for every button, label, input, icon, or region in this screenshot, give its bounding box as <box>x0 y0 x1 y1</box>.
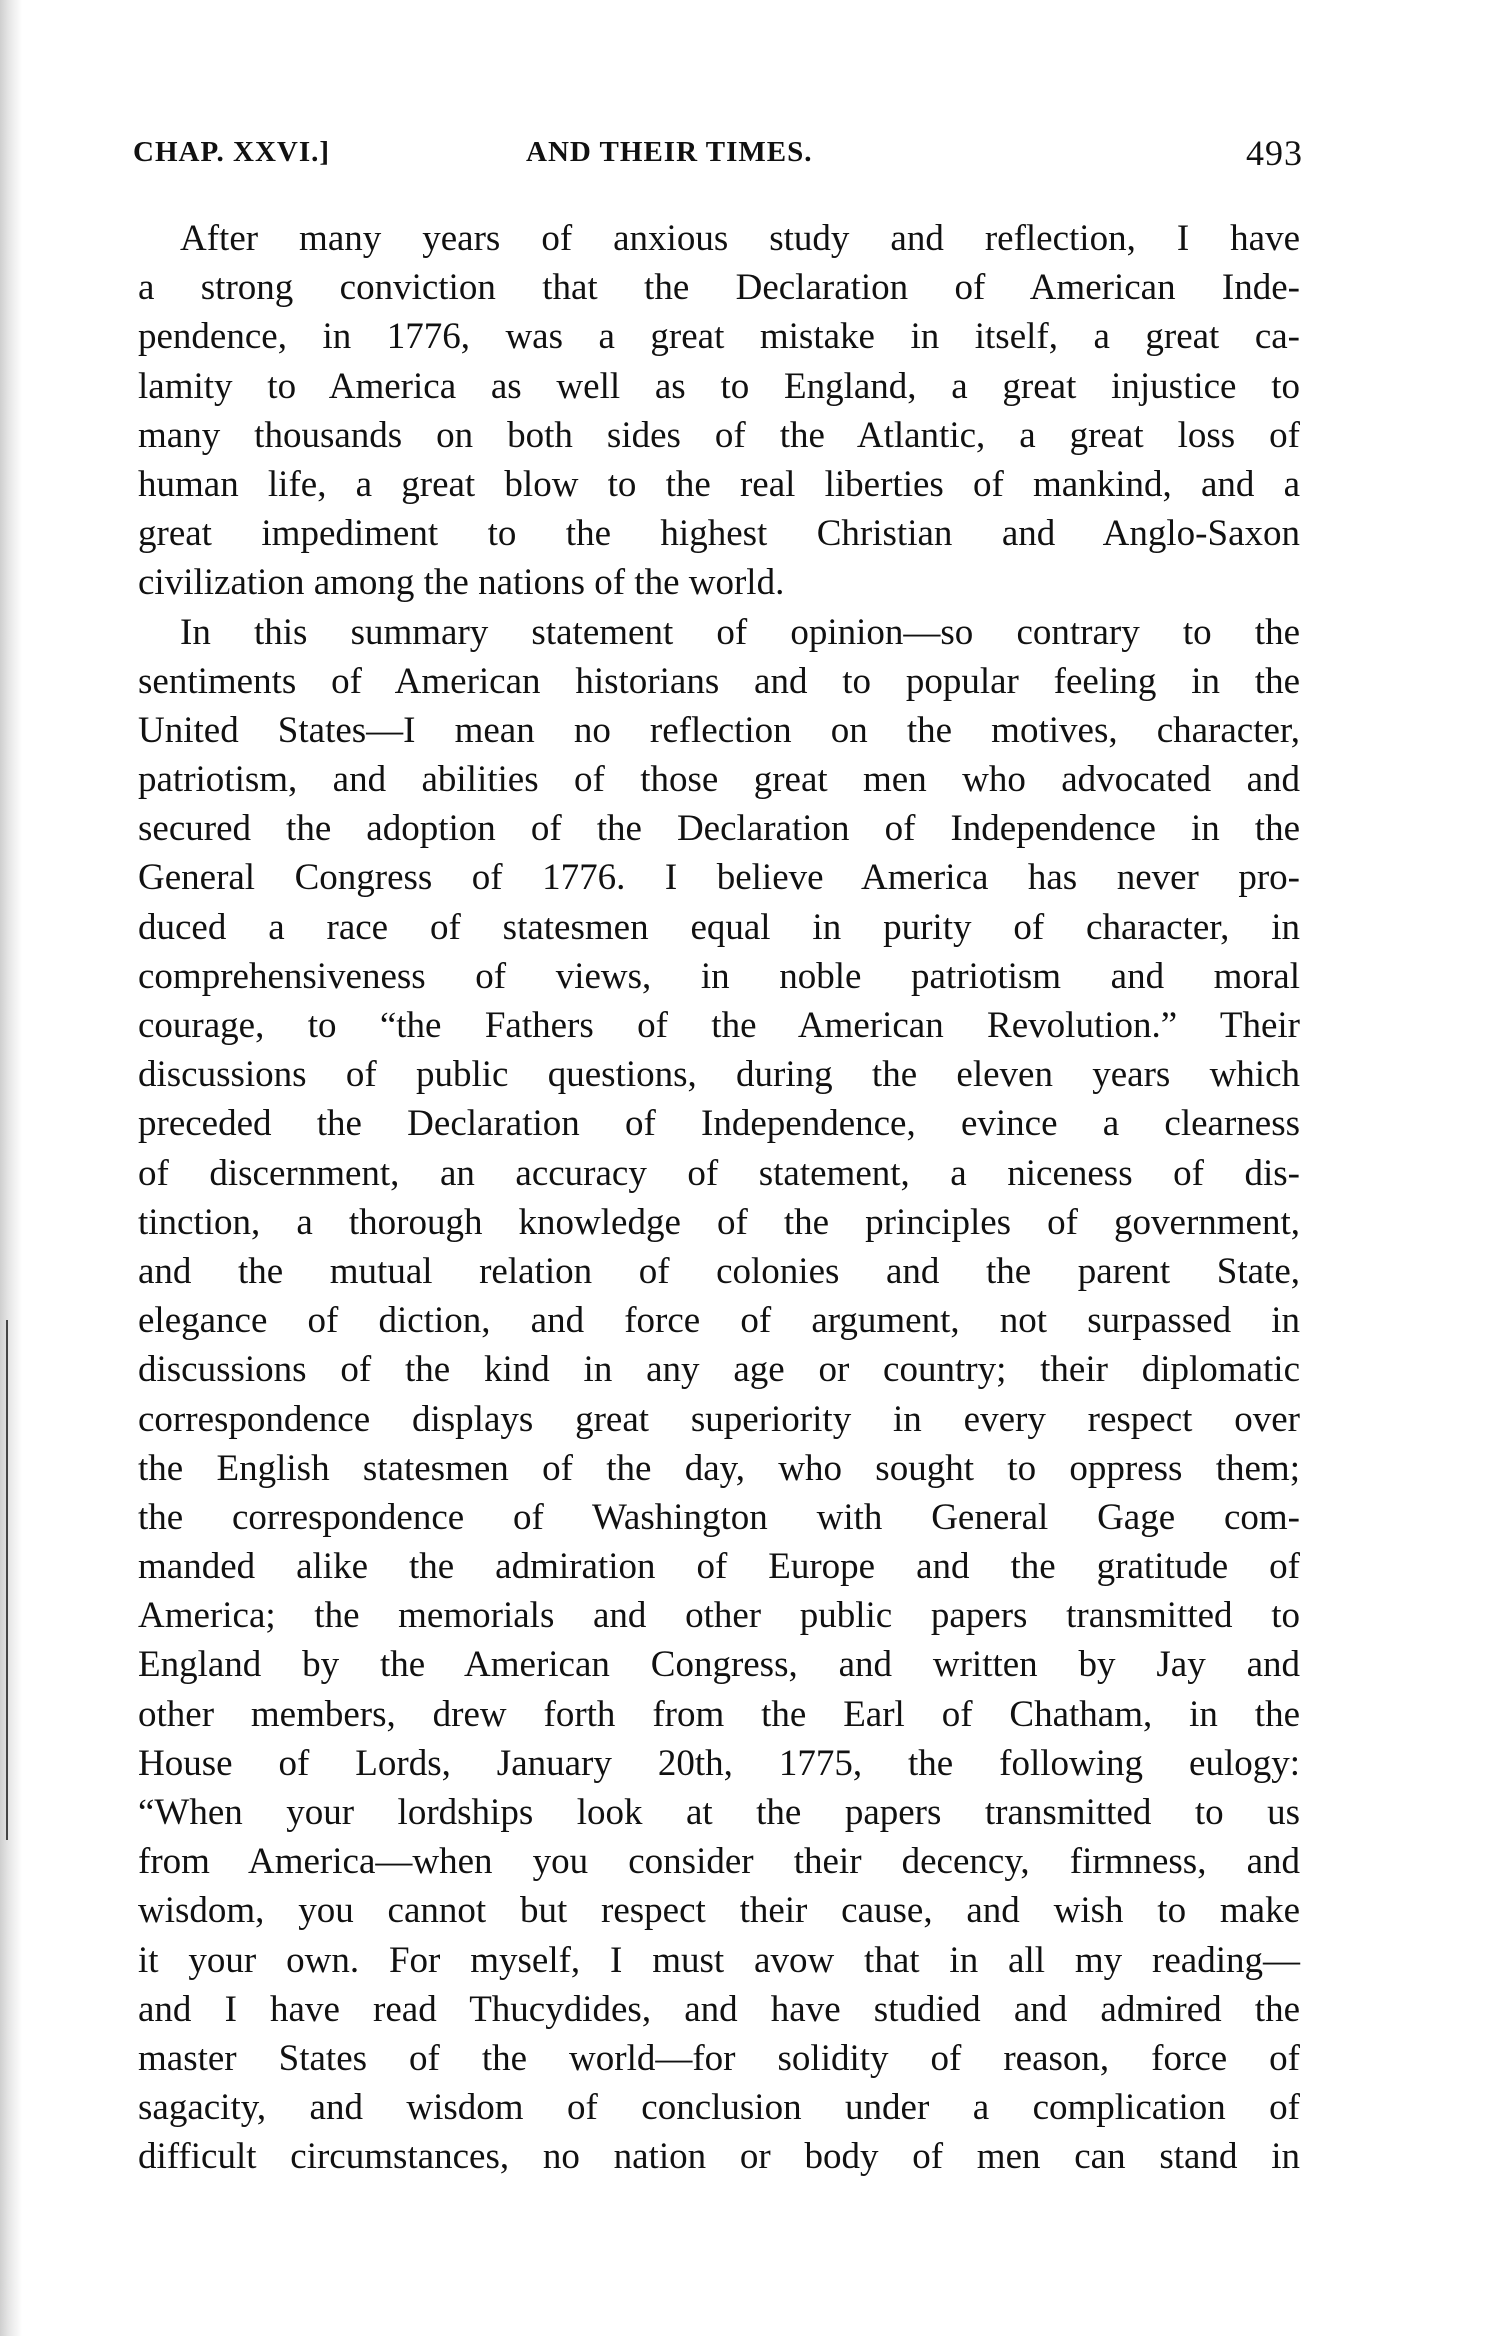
text-line: After many years of anxious study and reflection, I have <box>180 218 1300 259</box>
text-line: tinction, a thorough knowledge of the principles of government, <box>138 1201 1300 1243</box>
text-line: difficult circumstances, no nation or body of men can stand in <box>138 2136 1300 2178</box>
chapter-label: CHAP. XXVI.] <box>133 136 331 168</box>
text-line: discussions of public questions, during the eleven years which <box>138 1054 1300 1096</box>
text-line: In this summary statement of opinion—so contrary to the <box>180 611 1300 653</box>
text-line: discussions of the kind in any age or country; their diplomatic <box>138 1349 1300 1391</box>
text-line: other members, drew forth from the Earl of Chatham, in the <box>138 1693 1300 1735</box>
text-line: elegance of diction, and force of argument, not surpassed in <box>138 1300 1300 1342</box>
text-line: civilization among the nations of the world. <box>138 562 785 604</box>
margin-rule <box>6 1320 8 1840</box>
text-line: a strong conviction that the Declaration of American Inde- <box>138 267 1300 309</box>
text-line: secured the adoption of the Declaration of Independence in the <box>138 808 1300 850</box>
text-line: human life, a great blow to the real liberties of mankind, and a <box>138 463 1300 505</box>
text-line: pendence, in 1776, was a great mistake in itself, a great ca- <box>138 316 1300 358</box>
text-line: America; the memorials and other public papers transmitted to <box>138 1595 1300 1637</box>
text-line: “When your lordships look at the papers transmitted to us <box>138 1792 1300 1833</box>
text-line: preceded the Declaration of Independence, evince a clearness <box>138 1103 1300 1145</box>
text-line: General Congress of 1776. I believe America has never pro- <box>138 857 1300 899</box>
text-line: comprehensiveness of views, in noble patriotism and moral <box>138 955 1300 997</box>
text-line: courage, to “the Fathers of the American Revolution.” Their <box>138 1005 1300 1046</box>
text-line: manded alike the admiration of Europe and the gratitude of <box>138 1546 1300 1588</box>
text-line: great impediment to the highest Christian and Anglo-Saxon <box>138 513 1300 555</box>
text-line: England by the American Congress, and written by Jay and <box>138 1644 1300 1686</box>
text-line: patriotism, and abilities of those great men who advocated and <box>138 759 1300 801</box>
text-line: and I have read Thucydides, and have studied and admired the <box>138 1988 1300 2030</box>
text-line: it your own. For myself, I must avow that in all my reading— <box>138 1939 1300 1981</box>
text-line: of discernment, an accuracy of statement, a niceness of dis- <box>138 1152 1300 1194</box>
text-line: correspondence displays great superiority in every respect over <box>138 1398 1300 1440</box>
body-text <box>138 214 1300 2182</box>
text-line: lamity to America as well as to England, a great injustice to <box>138 365 1300 407</box>
text-line: the English statesmen of the day, who sought to oppress them; <box>138 1447 1300 1489</box>
text-line: master States of the world—for solidity of reason, force of <box>138 2037 1300 2079</box>
text-line: wisdom, you cannot but respect their cause, and wish to make <box>138 1890 1300 1932</box>
page-number: 493 <box>1246 133 1303 173</box>
text-line: United States—I mean no reflection on the motives, character, <box>138 709 1300 751</box>
scan-edge-shadow <box>0 0 22 2336</box>
text-line: House of Lords, January 20th, 1775, the following eulogy: <box>138 1742 1300 1784</box>
text-line: many thousands on both sides of the Atlantic, a great loss of <box>138 414 1300 456</box>
running-header <box>133 133 1303 180</box>
text-line: duced a race of statesmen equal in purity of character, in <box>138 906 1300 948</box>
text-line: the correspondence of Washington with General Gage com- <box>138 1496 1300 1538</box>
text-line: from America—when you consider their decency, firmness, and <box>138 1841 1300 1883</box>
text-line: and the mutual relation of colonies and the parent State, <box>138 1250 1300 1292</box>
text-line: sagacity, and wisdom of conclusion under a complication of <box>138 2087 1300 2129</box>
text-line: sentiments of American historians and to popular feeling in the <box>138 660 1300 702</box>
running-title: AND THEIR TIMES. <box>526 136 813 168</box>
